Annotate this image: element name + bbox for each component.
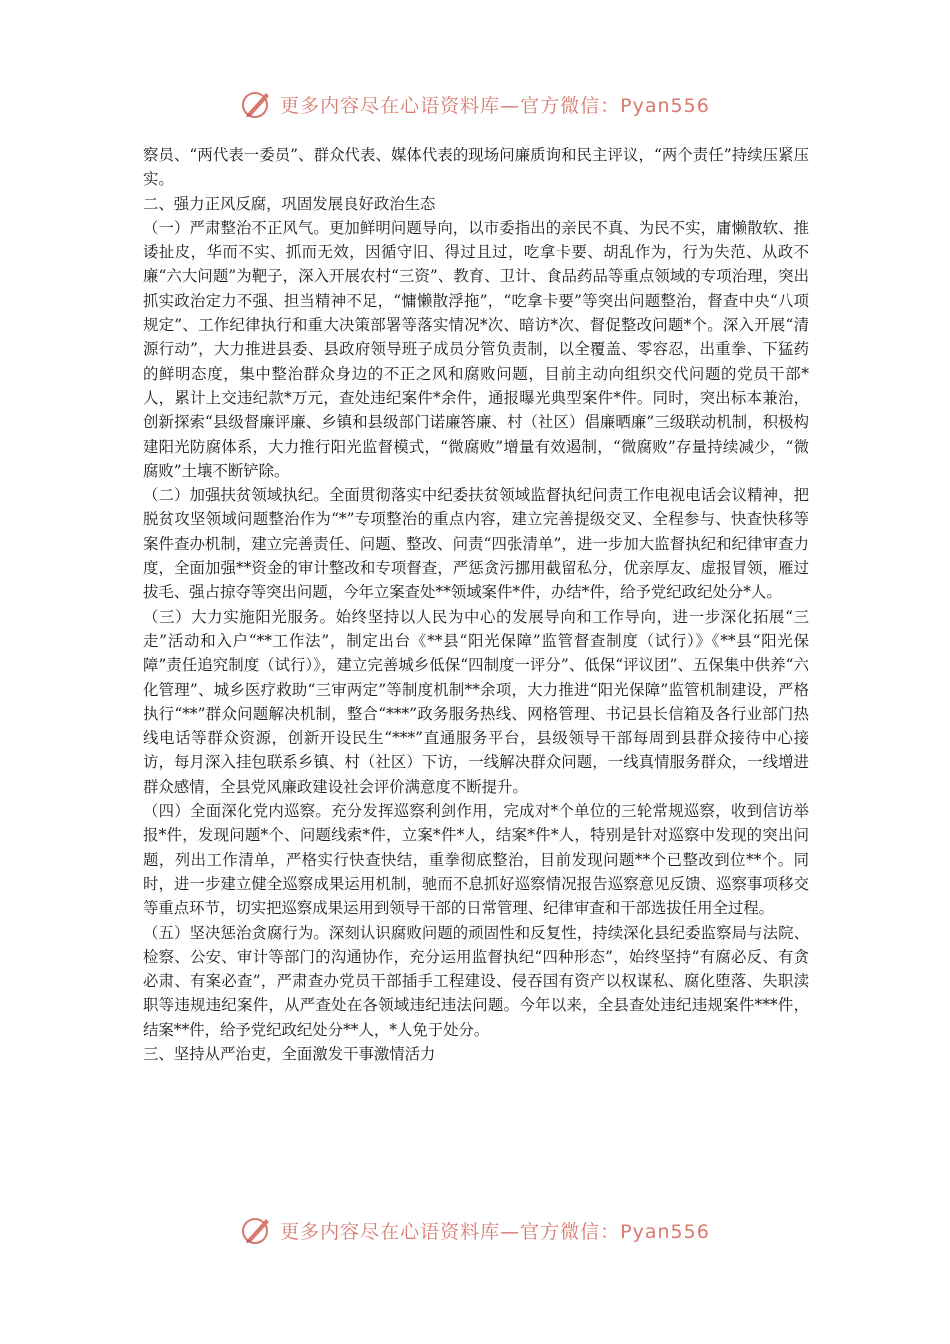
pen-logo-icon: [240, 87, 274, 121]
section-heading: 三、坚持从严治吏，全面激发干事激情活力: [143, 1044, 436, 1063]
pen-logo-icon: [240, 1213, 274, 1247]
footer-watermark-banner: [0, 1210, 950, 1250]
paragraph: （二）加强扶贫领域执纪。全面贯彻落实中纪委扶贫领域监督执纪问责工作电视电话会议精神，把脱贫攻坚领域问题整治作为“*”专项整治的重点内容，建立完善提级交叉、全程参与、快查快移等案件查办机制，建立完善责任、问题、整改、问责“四张清单”，进一步加大监督执纪和纪律审查力度，全面加强**资金的审计整改和专项督查，严惩贪污挪用截留私分，优亲厚友、虚报冒领，雁过拔毛、强占掠夺等突出问题，今年立案查处**领域案件*件，办结*件，给予党纪政纪处分*人。: [143, 486, 809, 602]
section-heading: 二、强力正风反腐，巩固发展良好政治生态: [143, 194, 436, 213]
document-body: [143, 143, 809, 1066]
watermark-text: 更多内容尽在心语资料库—官方微信：Pyan556: [280, 1220, 710, 1243]
header-watermark-banner: [0, 84, 950, 124]
paragraph: （三）大力实施阳光服务。始终坚持以人民为中心的发展导向和工作导向，进一步深化拓展“三走”活动和入户“**工作法”，制定出台《**县“阳光保障”监管督查制度（试行）》《**县“阳光保障”责任追究制度（试行）》，建立完善城乡低保“四制度一评分”、低保“评议团”、五保集中供养“六化管理”、城乡医疗救助“三审两定”等制度机制**余项，大力推进“阳光保障”监管机制建设，严格执行“**”群众问题解决机制，整合“***”政务服务热线、网格管理、书记县长信箱及各行业部门热线电话等群众资源，创新开设民生“***”直通服务平台，县级领导干部每周到县群众接待中心接访，每月深入挂包联系乡镇、村（社区）下访，一线解决群众问题，一线真情服务群众，一线增进群众感情，全县党风廉政建设社会评价满意度不断提升。: [143, 607, 809, 796]
paragraph: （一）严肃整治不正风气。更加鲜明问题导向，以市委指出的亲民不真、为民不实，庸懒散软、推诿扯皮，华而不实、抓而无效，因循守旧、得过且过，吃拿卡要、胡乱作为，行为失范、从政不廉“六大问题”为靶子，深入开展农村“三资”、教育、卫计、食品药品等重点领域的专项治理，突出抓实政治定力不强、担当精神不足，“慵懒散浮拖”，“吃拿卡要”等突出问题整治，督查中央“八项规定”、工作纪律执行和重大决策部署等落实情况*次、暗访*次、督促整改问题*个。深入开展“清源行动”，大力推进县委、县政府领导班子成员分管负责制，以全覆盖、零容忍，出重拳、下猛药的鲜明态度，集中整治群众身边的不正之风和腐败问题，目前主动向组织交代问题的党员干部*人，累计上交违纪款*万元，查处违纪案件*余件，通报曝光典型案件*件。同时，突出标本兼治，创新探索“县级督廉评廉、乡镇和县级部门诺廉答廉、村（社区）倡廉晒廉”三级联动机制，积极构建阳光防腐体系，大力推行阳光监督模式，“微腐败”增量有效遏制，“微腐败”存量持续减少，“微腐败”土壤不断铲除。: [143, 218, 809, 480]
watermark-text: 更多内容尽在心语资料库—官方微信：Pyan556: [280, 94, 710, 117]
paragraph: （五）坚决惩治贪腐行为。深刻认识腐败问题的顽固性和反复性，持续深化县纪委监察局与法院、检察、公安、审计等部门的沟通协作，充分运用监督执纪“四种形态”，始终坚持“有腐必反、有贪必肃、有案必查”，严肃查办党员干部插手工程建设、侵吞国有资产以权谋私、腐化堕落、失职渎职等违规违纪案件，从严查处在各领域违纪违法问题。今年以来，全县查处违纪违规案件***件，结案**件，给予党纪政纪处分**人，*人免于处分。: [143, 923, 809, 1039]
paragraph: （四）全面深化党内巡察。充分发挥巡察利剑作用，完成对*个单位的三轮常规巡察，收到信访举报*件，发现问题*个、问题线索*件，立案*件*人，结案*件*人，特别是针对巡察中发现的突出问题，列出工作清单，严格实行快查快结，重拳彻底整治，目前发现问题**个已整改到位**个。同时，进一步建立健全巡察成果运用机制，驰而不息抓好巡察情况报告巡察意见反馈、巡察事项移交等重点环节，切实把巡察成果运用到领导干部的日常管理、纪律审查和干部选拔任用全过程。: [143, 802, 809, 918]
paragraph: 察员、“两代表一委员”、群众代表、媒体代表的现场问廉质询和民主评议，“两个责任”持续压紧压实。: [143, 146, 809, 189]
